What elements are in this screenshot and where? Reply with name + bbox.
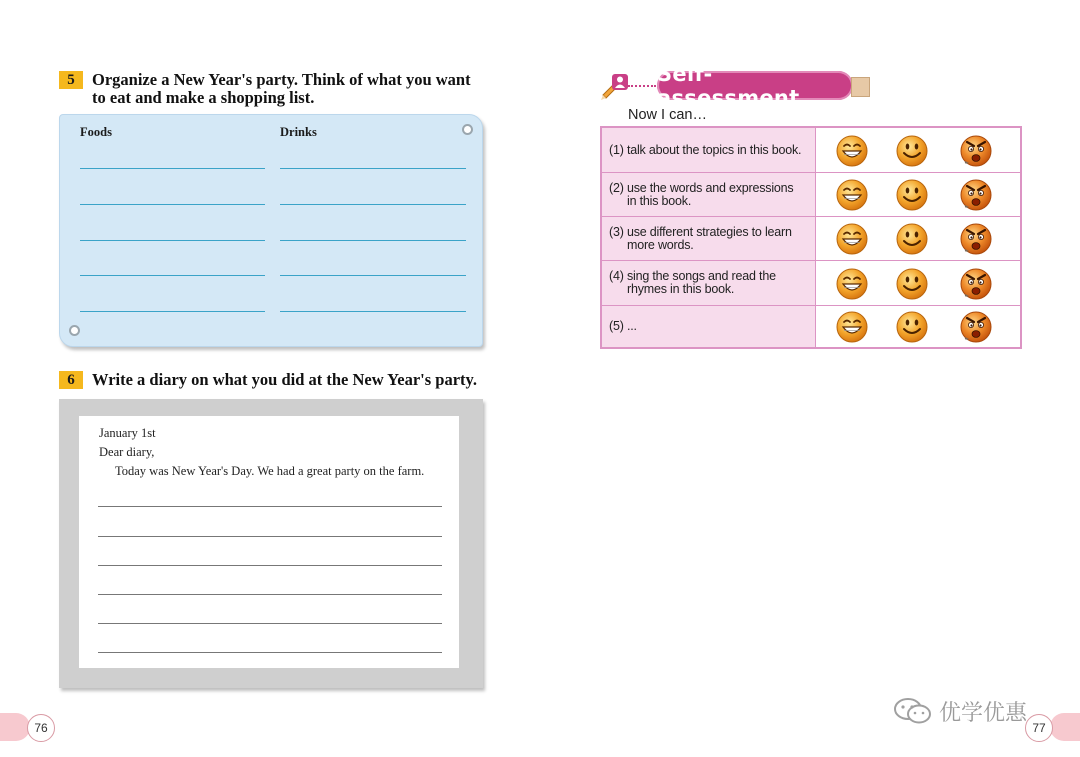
diary-writing-line[interactable] bbox=[98, 565, 442, 566]
statement-line1: (5) ... bbox=[609, 319, 637, 333]
self-assessment-title: Self-assessment bbox=[657, 71, 853, 100]
assessment-row bbox=[602, 261, 1020, 306]
smiling-face-icon[interactable] bbox=[895, 134, 929, 168]
statement-line1: (1) talk about the topics in this book. bbox=[609, 142, 802, 157]
watermark bbox=[893, 696, 1027, 726]
assessment-statement bbox=[602, 217, 816, 260]
grinning-face-icon[interactable] bbox=[835, 267, 869, 301]
diary-writing-line[interactable] bbox=[98, 594, 442, 595]
grinning-face-icon[interactable] bbox=[835, 134, 869, 168]
diary-first-line: Today was New Year's Day. We had a great party on the farm. bbox=[115, 464, 425, 478]
assessment-row bbox=[602, 306, 1020, 347]
now-i-can-label: Now I can… bbox=[628, 107, 707, 123]
left-page-number: 76 bbox=[27, 714, 55, 742]
diary-writing-line[interactable] bbox=[98, 506, 442, 507]
foods-entry-line[interactable] bbox=[80, 275, 265, 276]
drinks-header: Drinks bbox=[280, 125, 317, 139]
smiling-face-icon[interactable] bbox=[895, 310, 929, 344]
diary-date: January 1st bbox=[99, 426, 156, 440]
angry-face-icon[interactable] bbox=[959, 178, 993, 212]
self-assessment-header bbox=[600, 61, 872, 110]
header-dotted-rule bbox=[628, 85, 656, 87]
smiling-face-icon[interactable] bbox=[895, 178, 929, 212]
drinks-entry-line[interactable] bbox=[280, 204, 466, 205]
paper-tag-icon bbox=[851, 77, 870, 97]
drinks-entry-line[interactable] bbox=[280, 311, 466, 312]
assessment-statement bbox=[602, 128, 816, 172]
pencil-person-icon bbox=[600, 71, 630, 101]
smiling-face-icon[interactable] bbox=[895, 267, 929, 301]
foods-entry-line[interactable] bbox=[80, 168, 265, 169]
foods-entry-line[interactable] bbox=[80, 240, 265, 241]
foods-entry-line[interactable] bbox=[80, 311, 265, 312]
assessment-statement bbox=[602, 261, 816, 305]
angry-face-icon[interactable] bbox=[959, 267, 993, 301]
grinning-face-icon[interactable] bbox=[835, 310, 869, 344]
exercise-6-instruction: Write a diary on what you did at the New Year's party. bbox=[92, 370, 477, 389]
exercise-5-number: 5 bbox=[59, 71, 83, 89]
drinks-entry-line[interactable] bbox=[280, 275, 466, 276]
drinks-entry-line[interactable] bbox=[280, 240, 466, 241]
exercise-5-instruction-line1: Organize a New Year's party. Think of what you want bbox=[92, 70, 471, 89]
angry-face-icon[interactable] bbox=[959, 134, 993, 168]
diary-greeting: Dear diary, bbox=[99, 445, 155, 459]
exercise-5-instruction-line2: to eat and make a shopping list. bbox=[92, 88, 315, 107]
binder-ring-icon bbox=[462, 124, 473, 135]
exercise-6-number: 6 bbox=[59, 371, 83, 389]
foods-entry-line[interactable] bbox=[80, 204, 265, 205]
diary-writing-line[interactable] bbox=[98, 652, 442, 653]
angry-face-icon[interactable] bbox=[959, 222, 993, 256]
statement-line2: more words. bbox=[627, 237, 694, 252]
diary-writing-line[interactable] bbox=[98, 536, 442, 537]
statement-line2: rhymes in this book. bbox=[627, 282, 735, 296]
wechat-icon bbox=[893, 697, 933, 725]
right-page-number: 77 bbox=[1025, 714, 1053, 742]
diary-frame bbox=[59, 399, 483, 688]
statement-line1: (4) sing the songs and read the bbox=[609, 269, 776, 283]
binder-ring-icon bbox=[69, 325, 80, 336]
grinning-face-icon[interactable] bbox=[835, 222, 869, 256]
grinning-face-icon[interactable] bbox=[835, 178, 869, 212]
smiling-face-icon[interactable] bbox=[895, 222, 929, 256]
foods-header: Foods bbox=[80, 125, 112, 139]
assessment-row bbox=[602, 128, 1020, 173]
assessment-statement bbox=[602, 173, 816, 216]
left-page-tab bbox=[0, 713, 30, 741]
statement-line1: (2) use the words and expressions bbox=[609, 180, 794, 195]
statement-line1: (3) use different strategies to learn bbox=[609, 224, 792, 239]
watermark-text: 优学优惠 bbox=[939, 700, 1028, 726]
angry-face-icon[interactable] bbox=[959, 310, 993, 344]
shopping-list-panel bbox=[59, 114, 483, 347]
assessment-row bbox=[602, 217, 1020, 261]
drinks-entry-line[interactable] bbox=[280, 168, 466, 169]
diary-paper bbox=[79, 416, 459, 668]
right-page-tab bbox=[1050, 713, 1080, 741]
assessment-row bbox=[602, 173, 1020, 217]
diary-writing-line[interactable] bbox=[98, 623, 442, 624]
statement-line2: in this book. bbox=[627, 193, 692, 208]
assessment-statement bbox=[602, 306, 816, 347]
